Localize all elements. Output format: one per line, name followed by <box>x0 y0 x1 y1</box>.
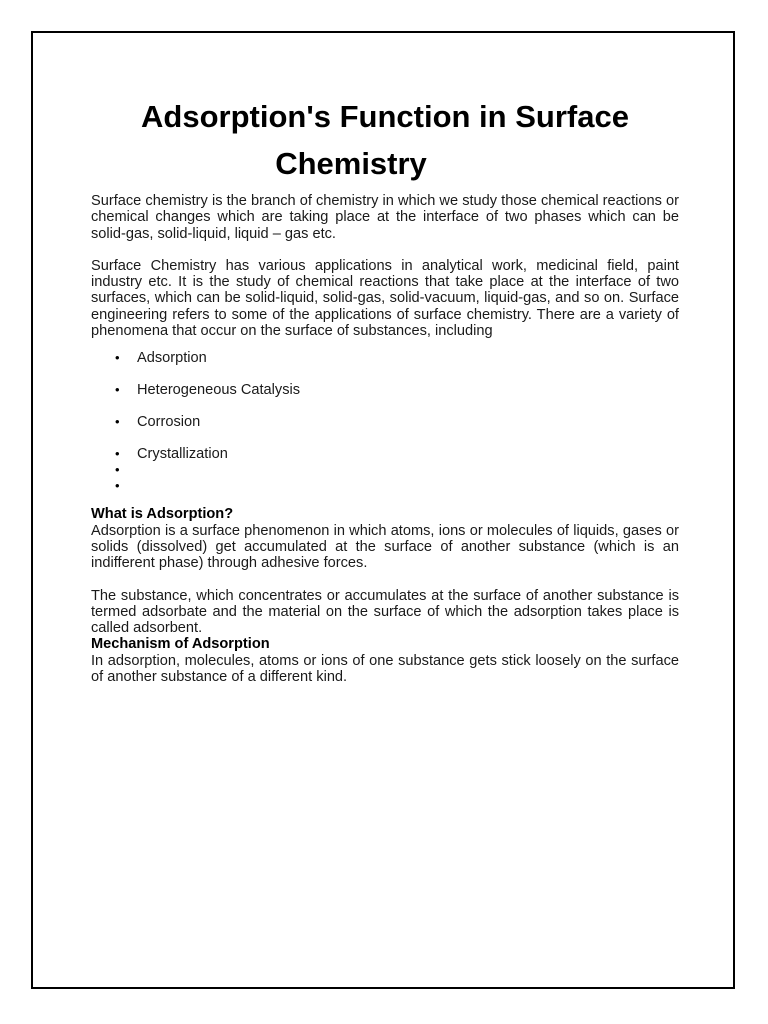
bullet-icon: • <box>115 446 120 462</box>
title-line-2: Chemistry <box>275 146 427 181</box>
applications-paragraph: Surface Chemistry has various applications in analytical work, medicinal field, paint industry etc. It is the study of chemical reactions that take place at the interface of two surfaces, which can be solid-liquid, solid-gas, solid-vacuum, liquid-gas, and so on. Surface engineering refers to some of the applications of surface chemistry. There are a variety of phenomena that occur on the surface of substances, including <box>91 257 679 340</box>
bullet-icon: • <box>115 350 120 366</box>
title-line-1: Adsorption's Function in Surface <box>141 99 629 134</box>
mechanism-paragraph: In adsorption, molecules, atoms or ions of one substance gets stick loosely on the surface of another substance of a different kind. <box>91 652 679 686</box>
document-title <box>91 93 679 187</box>
heading-mechanism: Mechanism of Adsorption <box>91 636 270 653</box>
list-item-text: Heterogeneous Catalysis <box>137 382 301 399</box>
list-item-text: Corrosion <box>137 414 201 431</box>
document-body <box>91 93 679 685</box>
bullet-icon: • <box>115 462 120 478</box>
definition-paragraph: Adsorption is a surface phenomenon in which atoms, ions or molecules of liquids, gases or solids (dissolved) get accumulated at the surface of another substance (which is an indifferent phase) through adhesive forces. <box>91 522 679 572</box>
list-item-text: Adsorption <box>137 350 207 367</box>
page-frame <box>31 31 735 989</box>
list-item <box>91 350 679 366</box>
intro-paragraph: Surface chemistry is the branch of chemistry in which we study those chemical reactions or chemical changes which are taking place at the interface of two phases which can be solid-gas, solid-liquid, liquid – gas etc. <box>91 193 679 242</box>
list-item-empty <box>91 478 679 494</box>
bullet-icon: • <box>115 414 120 430</box>
heading-what-is-adsorption: What is Adsorption? <box>91 506 234 523</box>
list-item-empty <box>91 462 679 478</box>
adsorbate-paragraph: The substance, which concentrates or accumulates at the surface of another substance is termed adsorbate and the material on the surface of which the adsorption takes place is called adsorbent. <box>91 587 679 637</box>
list-item-text: Crystallization <box>137 446 228 463</box>
bullet-icon: • <box>115 478 120 494</box>
list-item <box>91 382 679 398</box>
phenomena-list <box>91 350 679 494</box>
bullet-icon: • <box>115 382 120 398</box>
list-item <box>91 414 679 430</box>
list-item <box>91 446 679 462</box>
